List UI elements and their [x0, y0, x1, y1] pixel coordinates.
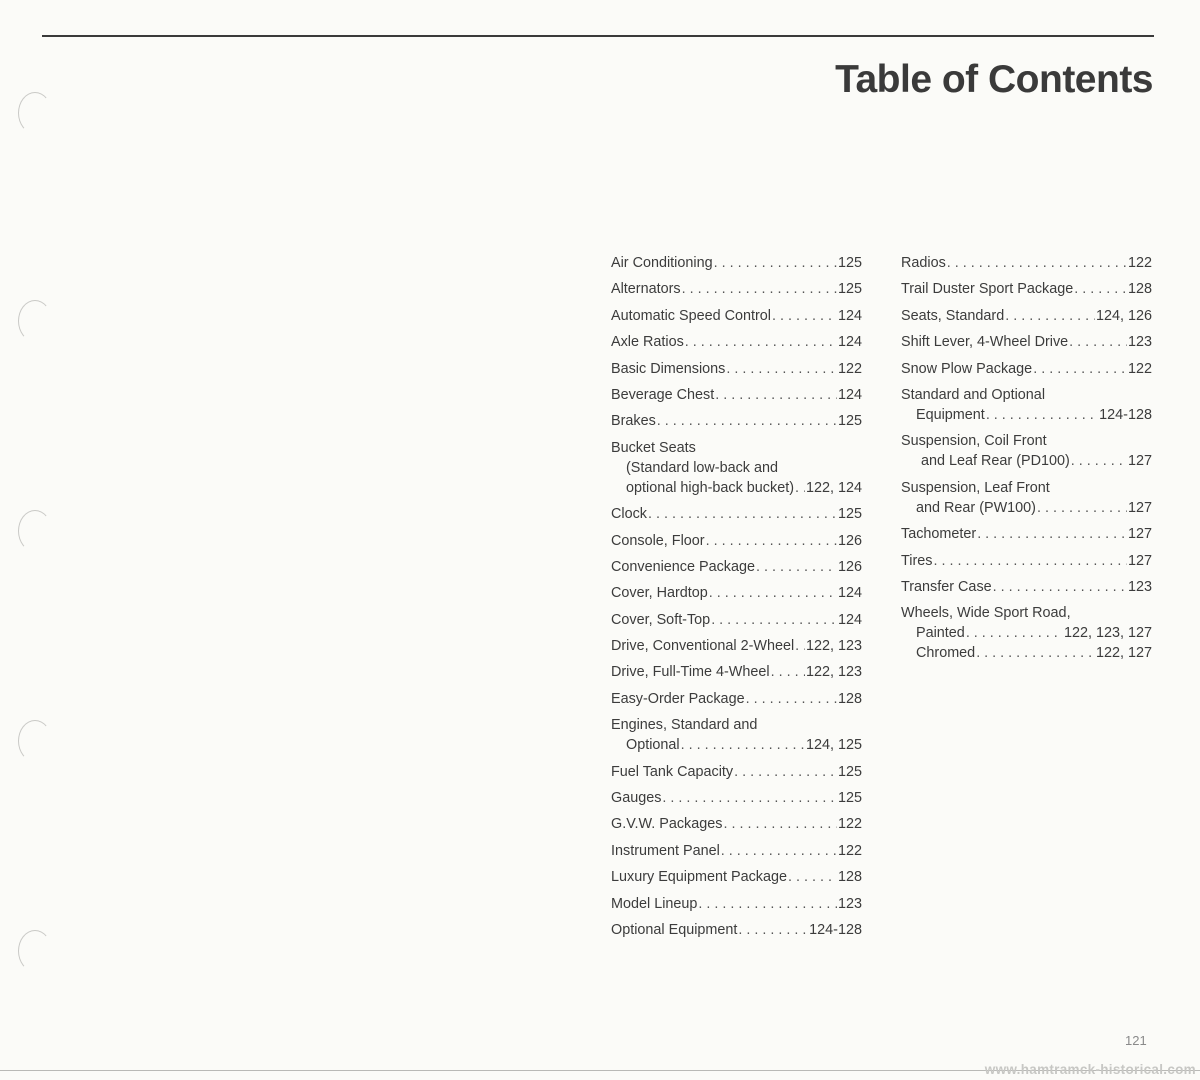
toc-page-ref: 122, 123: [805, 664, 862, 681]
toc-page-ref: 124: [837, 386, 862, 403]
toc-line: [901, 253, 1152, 273]
dot-leader: [723, 814, 837, 834]
dot-leader: [698, 894, 837, 914]
dot-leader: [1033, 359, 1127, 379]
toc-page-ref: 125: [837, 413, 862, 430]
toc-line: [611, 359, 862, 379]
toc-line: [611, 841, 862, 861]
dot-leader: [746, 689, 837, 709]
dot-leader: [795, 636, 805, 656]
toc-entry: [611, 411, 862, 431]
toc-line: [611, 610, 862, 630]
toc-page-ref: 122: [837, 842, 862, 859]
toc-line: [611, 306, 862, 326]
dot-leader: [966, 623, 1063, 643]
toc-page-ref: 127: [1127, 526, 1152, 543]
toc-line: [901, 385, 1152, 405]
toc-page-ref: 122: [837, 360, 862, 377]
toc-entry: [611, 894, 862, 914]
dot-leader: [756, 557, 837, 577]
toc-line: [611, 894, 862, 914]
dot-leader: [933, 551, 1127, 571]
toc-entry-title: Equipment: [916, 406, 985, 423]
toc-entry: [611, 867, 862, 887]
toc-line: [611, 253, 862, 273]
toc-entry: [901, 478, 1152, 518]
toc-line: [901, 498, 1152, 518]
toc-entry-title: Standard and Optional: [901, 386, 1046, 403]
toc-entry: [901, 524, 1152, 544]
toc-entry-title: Optional: [626, 737, 680, 754]
toc-line: [901, 405, 1152, 425]
toc-entry: [611, 583, 862, 603]
toc-page-ref: 128: [837, 869, 862, 886]
toc-entry: [611, 557, 862, 577]
toc-page-ref: 122, 127: [1095, 645, 1152, 662]
dot-leader: [662, 788, 837, 808]
toc-line: [611, 411, 862, 431]
toc-entry: [901, 551, 1152, 571]
toc-entry-title: Basic Dimensions: [611, 360, 726, 377]
toc-entry: [611, 253, 862, 273]
toc-entry: [611, 610, 862, 630]
toc-entry-title: Wheels, Wide Sport Road,: [901, 605, 1071, 622]
dot-leader: [986, 405, 1098, 425]
toc-page-ref: 125: [837, 506, 862, 523]
toc-page-ref: 122: [1127, 360, 1152, 377]
toc-entry: [611, 636, 862, 656]
toc-entry: [611, 788, 862, 808]
toc-entry-title: Bucket Seats: [611, 439, 696, 456]
toc-entry-title: Gauges: [611, 790, 662, 807]
toc-page-ref: 123: [1127, 578, 1152, 595]
toc-line: [611, 715, 862, 735]
dot-leader: [706, 531, 837, 551]
toc-line: [901, 577, 1152, 597]
dot-leader: [1069, 332, 1127, 352]
toc-entry: [611, 385, 862, 405]
toc-entry: [901, 253, 1152, 273]
toc-line: [901, 643, 1152, 663]
dot-leader: [795, 478, 805, 498]
toc-line: [611, 920, 862, 940]
toc-entry-title: Trail Duster Sport Package: [901, 281, 1074, 298]
toc-entry-title: Radios: [901, 255, 946, 271]
toc-entry-title: Drive, Conventional 2-Wheel: [611, 638, 795, 655]
toc-page-ref: 124: [837, 307, 862, 324]
top-rule: [42, 35, 1154, 37]
toc-entry-title: Suspension, Coil Front: [901, 433, 1047, 450]
toc-line: [901, 524, 1152, 544]
toc-line: [611, 662, 862, 682]
toc-entry-title: Fuel Tank Capacity: [611, 763, 734, 780]
dot-leader: [738, 920, 808, 940]
toc-entry: [611, 531, 862, 551]
dot-leader: [1074, 279, 1127, 299]
toc-line: [901, 478, 1152, 498]
toc-entry-title: Chromed: [916, 645, 976, 662]
toc-page-ref: 124, 125: [805, 737, 862, 754]
toc-entry: [611, 332, 862, 352]
toc-entry-title: Instrument Panel: [611, 842, 720, 859]
dot-leader: [947, 253, 1127, 273]
toc-entry-title: and Leaf Rear (PD100): [921, 453, 1070, 470]
toc-entry-title: Engines, Standard and: [611, 717, 758, 734]
dot-leader: [1071, 451, 1127, 471]
toc-line: [611, 867, 862, 887]
toc-entry-title: Shift Lever, 4-Wheel Drive: [901, 334, 1069, 351]
dot-leader: [772, 306, 837, 326]
toc-entry-title: Brakes: [611, 413, 656, 430]
dot-leader: [976, 643, 1095, 663]
toc-entry-title: Cover, Hardtop: [611, 585, 708, 602]
toc-entry: [611, 306, 862, 326]
toc-entry: [901, 332, 1152, 352]
toc-line: [611, 279, 862, 299]
toc-entry: [611, 504, 862, 524]
toc-line: [611, 458, 862, 478]
toc-page-ref: 122, 124: [805, 479, 862, 496]
toc-entry-title: Snow Plow Package: [901, 360, 1033, 377]
toc-entry-title: Optional Equipment: [611, 921, 738, 938]
toc-entry-title: Cover, Soft-Top: [611, 611, 711, 628]
dot-leader: [788, 867, 837, 887]
toc-entry: [901, 603, 1152, 663]
toc-entry-title: Suspension, Leaf Front: [901, 479, 1050, 496]
dot-leader: [715, 385, 837, 405]
toc-entry: [611, 279, 862, 299]
toc-entry-title: Automatic Speed Control: [611, 307, 771, 324]
dot-leader: [711, 610, 837, 630]
toc-entry-title: Alternators: [611, 281, 681, 298]
toc-entry: [901, 385, 1152, 425]
toc-entry-title: G.V.W. Packages: [611, 816, 723, 833]
page-title: Table of Contents: [835, 58, 1153, 101]
toc-entry-title: Console, Floor: [611, 532, 705, 549]
toc-entry: [611, 814, 862, 834]
toc-line: [901, 279, 1152, 299]
toc-line: [611, 735, 862, 755]
toc-entry: [611, 841, 862, 861]
toc-line: [901, 623, 1152, 643]
toc-entry-title: Painted: [916, 625, 965, 642]
toc-entry: [901, 431, 1152, 471]
toc-page-ref: 122: [1127, 255, 1152, 271]
toc-line: [901, 603, 1152, 623]
toc-page-ref: 128: [837, 690, 862, 707]
toc-line: [901, 551, 1152, 571]
toc-line: [901, 359, 1152, 379]
dot-leader: [1037, 498, 1127, 518]
toc-entry-title: Convenience Package: [611, 558, 756, 575]
toc-page-ref: 122, 123, 127: [1063, 625, 1152, 642]
toc-entry-title: Luxury Equipment Package: [611, 869, 787, 886]
toc-page-ref: 128: [1127, 281, 1152, 298]
toc-entry: [611, 438, 862, 498]
watermark: www.hamtramck-historical.com: [984, 1062, 1196, 1077]
toc-line: [901, 451, 1152, 471]
toc-entry: [611, 662, 862, 682]
toc-entry-title: Tachometer: [901, 526, 977, 543]
dot-leader: [714, 253, 837, 273]
punch-hole: [18, 92, 52, 134]
punch-hole: [18, 510, 52, 552]
toc-entry-title: Transfer Case: [901, 578, 992, 595]
toc-entry-title: Seats, Standard: [901, 307, 1005, 324]
toc-page-ref: 125: [837, 281, 862, 298]
toc-line: [611, 583, 862, 603]
toc-page-ref: 127: [1127, 499, 1152, 516]
toc-entry-title: Model Lineup: [611, 895, 698, 912]
toc-entry: [901, 359, 1152, 379]
toc-column-left: [611, 253, 862, 946]
toc-page-ref: 127: [1127, 552, 1152, 569]
toc-page-ref: 124-128: [1099, 406, 1152, 423]
dot-leader: [734, 762, 837, 782]
toc-entry-title: Air Conditioning: [611, 255, 713, 271]
toc-page-ref: 124: [837, 585, 862, 602]
toc-line: [611, 814, 862, 834]
toc-entry: [901, 306, 1152, 326]
toc-entry-title: Tires: [901, 552, 933, 569]
toc-line: [611, 689, 862, 709]
toc-line: [611, 504, 862, 524]
toc-page-ref: 123: [837, 895, 862, 912]
dot-leader: [648, 504, 837, 524]
toc-entry-title: Clock: [611, 506, 647, 523]
toc-page-ref: 125: [837, 790, 862, 807]
toc-entry-title: (Standard low-back and: [626, 459, 778, 476]
toc-line: [611, 438, 862, 458]
punch-hole: [18, 930, 52, 972]
toc-entry: [901, 577, 1152, 597]
toc-page-ref: 126: [837, 532, 862, 549]
toc-entry: [611, 715, 862, 755]
toc-entry-title: Axle Ratios: [611, 334, 684, 351]
toc-page-ref: 126: [837, 558, 862, 575]
dot-leader: [726, 359, 837, 379]
toc-page-ref: 124-128: [809, 921, 862, 938]
dot-leader: [682, 279, 837, 299]
toc-entry-title: Beverage Chest: [611, 386, 715, 403]
toc-page-ref: 124, 126: [1095, 307, 1152, 324]
toc-page-ref: 122: [837, 816, 862, 833]
dot-leader: [709, 583, 837, 603]
toc-page-ref: 124: [837, 334, 862, 351]
toc-entry: [611, 689, 862, 709]
toc-line: [901, 332, 1152, 352]
toc-entry-title: and Rear (PW100): [916, 499, 1036, 516]
toc-entry-title: Easy-Order Package: [611, 690, 745, 707]
toc-entry: [611, 359, 862, 379]
toc-line: [611, 478, 862, 498]
toc-page-ref: 127: [1127, 453, 1152, 470]
toc-page-ref: 124: [837, 611, 862, 628]
toc-line: [611, 788, 862, 808]
dot-leader: [657, 411, 837, 431]
dot-leader: [977, 524, 1127, 544]
toc-entry: [901, 279, 1152, 299]
dot-leader: [993, 577, 1127, 597]
toc-entry-title: optional high-back bucket): [626, 479, 794, 496]
toc-entry: [611, 920, 862, 940]
toc-page-ref: 122, 123: [805, 638, 862, 655]
toc-line: [611, 636, 862, 656]
dot-leader: [1005, 306, 1095, 326]
dot-leader: [685, 332, 837, 352]
toc-line: [611, 385, 862, 405]
toc-entry: [611, 762, 862, 782]
dot-leader: [681, 735, 805, 755]
toc-column-right: [901, 253, 1152, 670]
toc-entry-title: Drive, Full-Time 4-Wheel: [611, 664, 770, 681]
dot-leader: [771, 662, 805, 682]
dot-leader: [721, 841, 837, 861]
toc-line: [611, 531, 862, 551]
toc-page-ref: 125: [837, 255, 862, 271]
toc-line: [901, 306, 1152, 326]
toc-page-ref: 125: [837, 763, 862, 780]
toc-line: [611, 762, 862, 782]
page-number: 121: [1125, 1033, 1147, 1048]
toc-line: [901, 431, 1152, 451]
punch-hole: [18, 300, 52, 342]
toc-line: [611, 332, 862, 352]
toc-page-ref: 123: [1127, 334, 1152, 351]
punch-hole: [18, 720, 52, 762]
toc-line: [611, 557, 862, 577]
